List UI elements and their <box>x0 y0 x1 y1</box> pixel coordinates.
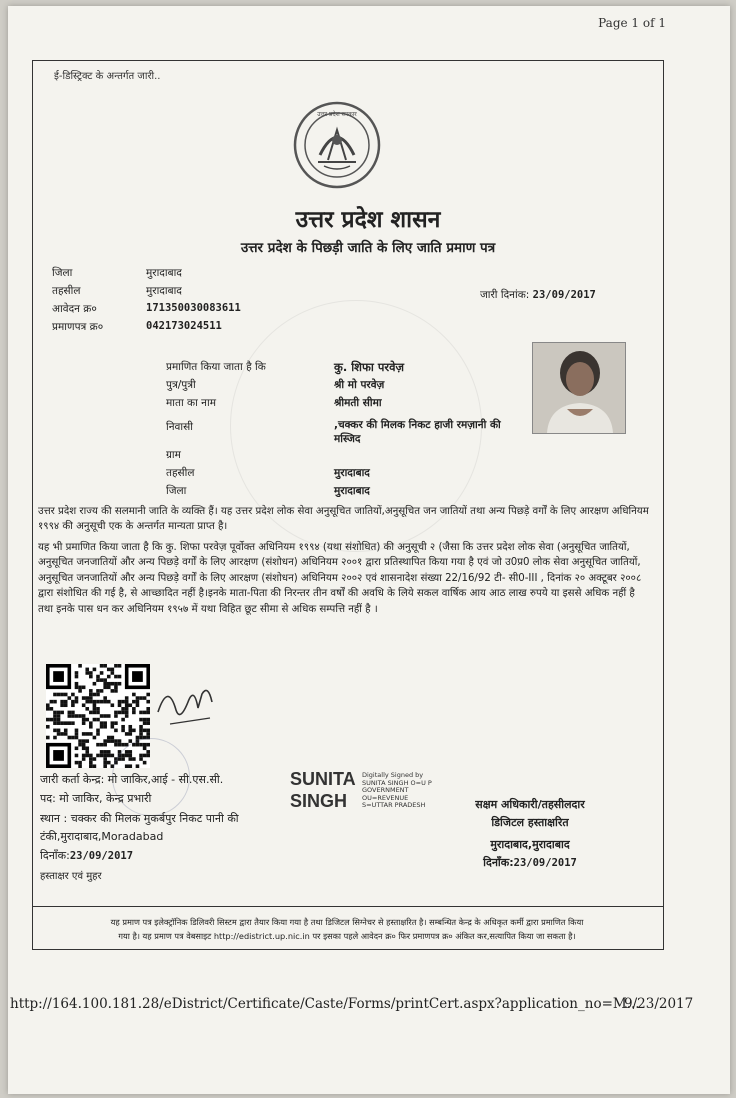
application-no-label: आवेदन क्र० <box>52 303 97 315</box>
issuer-date-label: दिनाँक: <box>40 849 70 862</box>
certificate-subtitle: उत्तर प्रदेश के पिछड़ी जाति के लिए जाति प्रमाण पत्र <box>240 240 496 256</box>
browser-url: http://164.100.181.28/eDistrict/Certificate/Caste/Forms/printCert.aspx?application_no=M... <box>10 996 640 1012</box>
mother-name: श्रीमती सीमा <box>334 397 382 409</box>
signer-last-name: SINGH <box>290 791 348 811</box>
issue-date-label: जारी दिनांक: <box>480 289 530 301</box>
sig-meta-line: S=UTTAR PRADESH <box>362 801 426 809</box>
issuer-place: स्थान : चक्कर की मिलक मुकर्बपुर निकट पानी की टंकी,मुरादाबाद,Moradabad <box>40 812 239 843</box>
officer-title: सक्षम अधिकारी/तहसीलदार <box>475 798 585 811</box>
footer-line-2: गया है। यह प्रमाण पत्र वेबसाइट http://edistrict.up.nic.in पर इसका पहले आवेदन क्र० फिर प्रमाणपत्र क्र० अंकित कर,सत्यापित किया जा सकता है। <box>118 931 576 941</box>
applicant-photo <box>532 342 626 434</box>
handwritten-signature <box>150 672 220 732</box>
digital-signature-name <box>290 768 356 812</box>
father-name: श्री मो परवेज़ <box>334 379 385 391</box>
parent-label: पुत्र/पुत्री <box>166 379 196 391</box>
sig-meta-line: GOVERNMENT <box>362 786 409 794</box>
tehsil2-value: मुरादाबाद <box>334 467 370 479</box>
certificate-no-label: प्रमाणपत्र क्र० <box>52 321 104 333</box>
district2-label: जिला <box>166 485 187 497</box>
certify-label: प्रमाणित किया जाता है कि <box>166 361 266 373</box>
sig-meta-line: OU=REVENUE <box>362 793 409 802</box>
issuer-date <box>40 848 133 863</box>
officer-date <box>430 854 630 872</box>
certificate-no-value: 042173024511 <box>146 320 222 332</box>
district-value: मुरादाबाद <box>146 267 182 279</box>
sig-meta-line: SUNITA SINGH O=U P <box>362 778 432 787</box>
issuer-seal-note: हस्ताक्षर एवं मुहर <box>40 871 102 882</box>
certificate-title: उत्तर प्रदेश शासन <box>295 206 441 233</box>
person-photo-icon <box>533 343 625 433</box>
issuer-post: पद: मो जाकिर, केन्द्र प्रभारी <box>40 792 152 805</box>
officer-place: मुरादाबाद,मुरादाबाद <box>490 838 570 851</box>
application-no-value: 171350030083611 <box>146 302 241 314</box>
village-label: ग्राम <box>166 449 181 461</box>
signer-first-name: SUNITA <box>290 769 356 789</box>
footer-divider <box>32 906 664 907</box>
issue-date <box>480 288 596 302</box>
digital-signature-meta <box>362 772 432 810</box>
top-note: ई-डिस्ट्रिक्ट के अन्तर्गत जारी.. <box>54 71 161 82</box>
applicant-name: कु. शिफा परवेज़ <box>334 360 405 374</box>
residence-value: ,चक्कर की मिलक निकट हाजी रमज़ानी की मस्जिद <box>334 419 501 445</box>
issue-date-value: 23/09/2017 <box>532 289 596 301</box>
tehsil-label: तहसील <box>52 285 81 297</box>
residence-label: निवासी <box>166 421 193 433</box>
district2-value: मुरादाबाद <box>334 485 370 497</box>
officer-sign: डिजिटल हस्ताक्षरित <box>491 816 569 829</box>
district-label: जिला <box>52 267 73 279</box>
certification-paragraph-2: यह भी प्रमाणित किया जाता है कि कु. शिफा परवेज़ पूर्वोक्त अधिनियम १९९४ (यथा संशोधित) की अनुसूची २ (जैसा कि उत्तर प्रदेश लोक सेवा (अनुसूचित जातियों, अनुसूचित जनजातियों और अन्य पिछड़े वर्गों के लिए आरक्षण (संशोधन) अधिनियम २००१ द्वारा प्रतिस्थापित किया गया है एवं जो उ0प्र0 लोक सेवा अनुसूचित जातियों, अनुसूचित जनजातियों और अन्य पिछड़े वर्गों के लिए आरक्षण (संशोधन) अधिनियम २००२ एवं शासनादेश संख्या 22/16/92 टी- सी0-III , दिनांक २० अक्टूबर २००८ द्वारा संशोधित की गई है, से आच्छादित नहीं है।इनके माता-पिता की निरन्तर तीन वर्षों की अवधि के लिये सकल वार्षिक आय आठ लाख रुपये या इससे अधिक नहीं है तथा इनके पास धन कर अधिनियम १९५७ में यथा विहित छूट सीमा से अधिक सम्पत्ति नहीं है । <box>38 542 642 615</box>
officer-date-label: दिनाँक: <box>483 856 514 869</box>
issuer-center: जारी कर्ता केन्द्र: मो जाकिर,आई - सी.एस.सी. <box>40 773 224 786</box>
page-number: Page 1 of 1 <box>598 16 666 30</box>
emblem-text: उत्तर प्रदेश सरकार <box>317 111 357 118</box>
mother-label: माता का नाम <box>166 397 216 409</box>
tehsil2-label: तहसील <box>166 467 195 479</box>
footer-note <box>36 915 658 943</box>
tehsil-value: मुरादाबाद <box>146 285 182 297</box>
footer-line-1: यह प्रमाण पत्र इलेक्ट्रॉनिक डिलिवरी सिस्टम द्वारा तैयार किया गया है तथा डिजिटल सिग्नेचर से हस्ताक्षरित है। सम्बन्धित केन्द्र के अधिकृत कर्मी द्वारा प्रमाणित किया <box>110 917 584 927</box>
officer-date-value: 23/09/2017 <box>513 857 577 869</box>
issuer-date-value: 23/09/2017 <box>69 850 134 862</box>
sig-meta-line: Digitally Signed by <box>362 771 424 779</box>
certification-paragraph-1: उत्तर प्रदेश राज्य की सलमानी जाति के व्यक्ति हैं। यह उत्तर प्रदेश लोक सेवा अनुसूचित जातियों,अनुसूचित जन जातियों तथा अन्य पिछड़े वर्गों के लिए आरक्षण अधिनियम १९९४ की अनुसूची एक के अन्तर्गत मान्यता प्राप्त है। <box>38 506 649 533</box>
officer-block <box>430 796 630 872</box>
browser-date: 9/23/2017 <box>624 996 694 1012</box>
